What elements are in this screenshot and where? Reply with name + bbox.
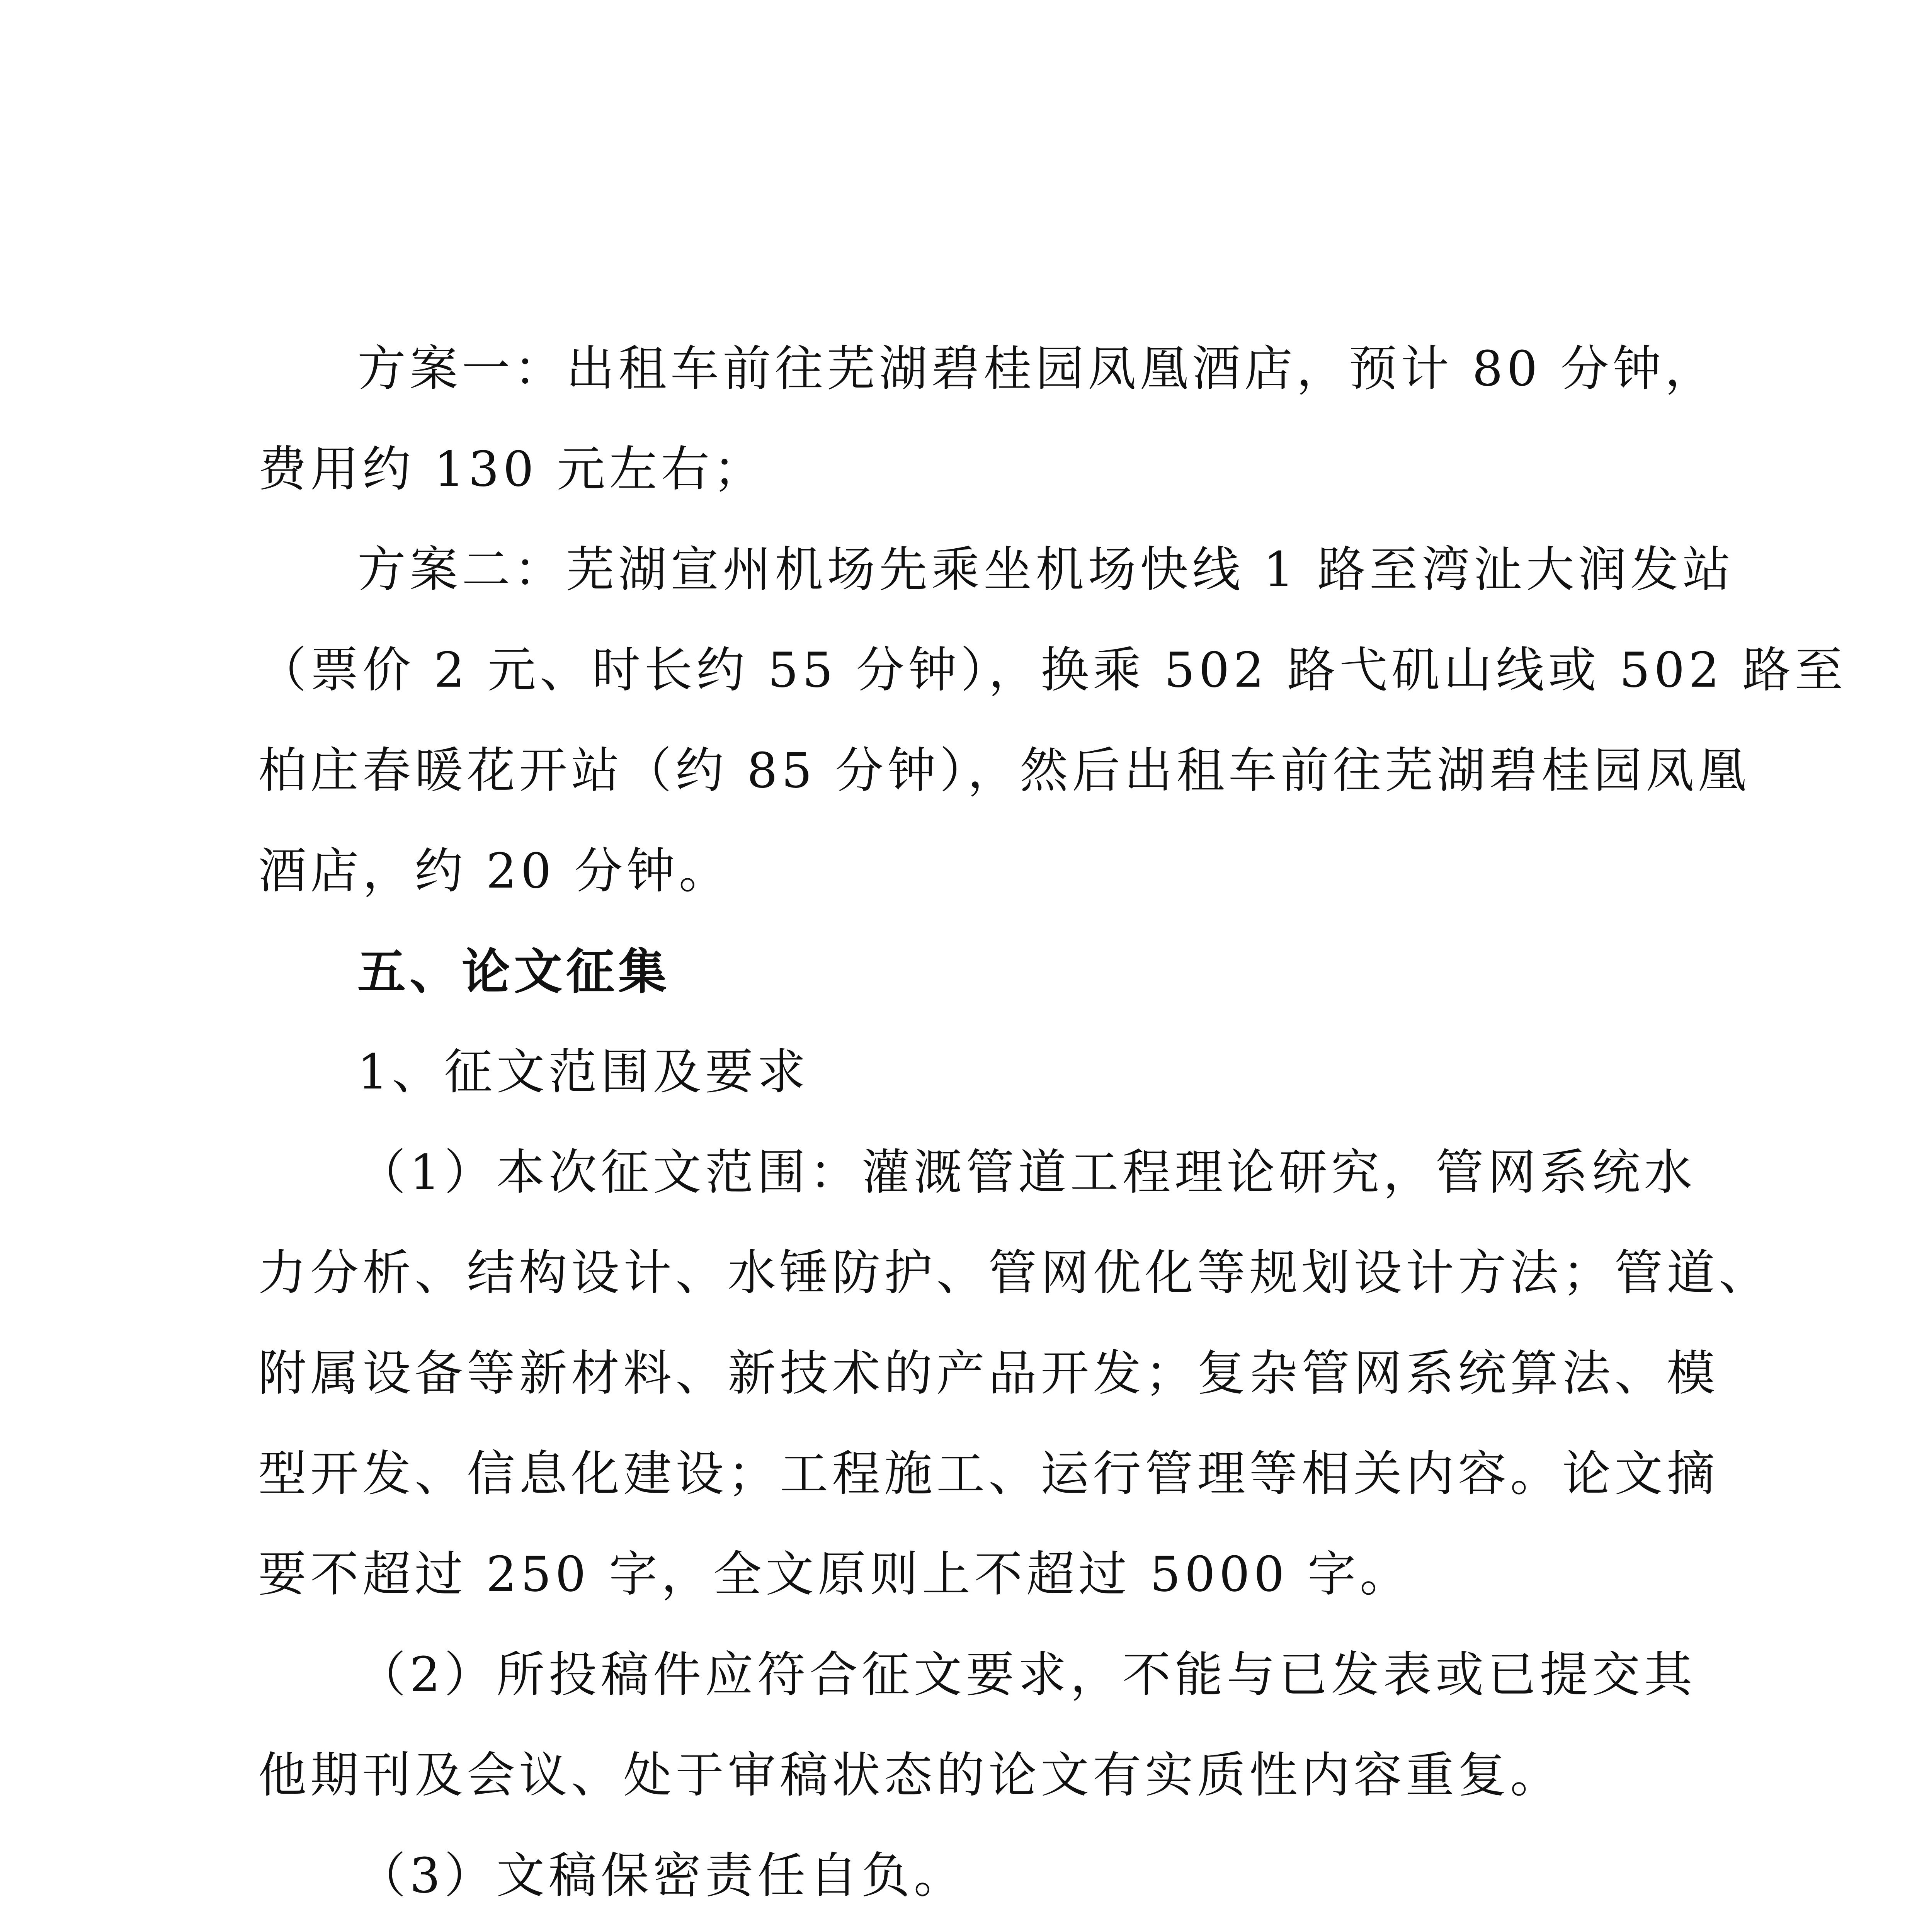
text-line: 要不超过 250 字，全文原则上不超过 5000 字。 — [258, 1546, 1412, 1602]
text-line: 力分析、结构设计、水锤防护、管网优化等规划设计方法；管道、 — [258, 1245, 1771, 1301]
text-line: （3）文稿保密责任自负。 — [357, 1848, 966, 1904]
text-line: 柏庄春暖花开站（约 85 分钟），然后出租车前往芜湖碧桂园凤凰 — [258, 743, 1750, 799]
subsection-heading: 1、征文范围及要求 — [357, 1044, 810, 1100]
text-line: 方案二：芜湖宣州机场先乘坐机场快线 1 路至湾沚大润发站 — [357, 542, 1735, 598]
text-line: （1）本次征文范围：灌溉管道工程理论研究，管网系统水 — [357, 1145, 1696, 1201]
section-heading: 五、论文征集 — [357, 944, 670, 1000]
text-line: 型开发、信息化建设；工程施工、运行管理等相关内容。论文摘 — [258, 1446, 1719, 1502]
text-line: 方案一：出租车前往芜湖碧桂园凤凰酒店，预计 80 分钟， — [357, 341, 1717, 397]
text-line: （2）所投稿件应符合征文要求，不能与已发表或已提交其 — [357, 1647, 1696, 1703]
text-line: 他期刊及会议、处于审稿状态的论文有实质性内容重复。 — [258, 1747, 1562, 1803]
text-line: 附属设备等新材料、新技术的产品开发；复杂管网系统算法、模 — [258, 1345, 1719, 1401]
text-line: （票价 2 元、时长约 55 分钟），换乘 502 路弋矶山线或 502 路至 — [258, 642, 1847, 698]
text-line: 费用约 130 元左右； — [258, 441, 766, 497]
text-line: 酒店，约 20 分钟。 — [258, 843, 731, 899]
